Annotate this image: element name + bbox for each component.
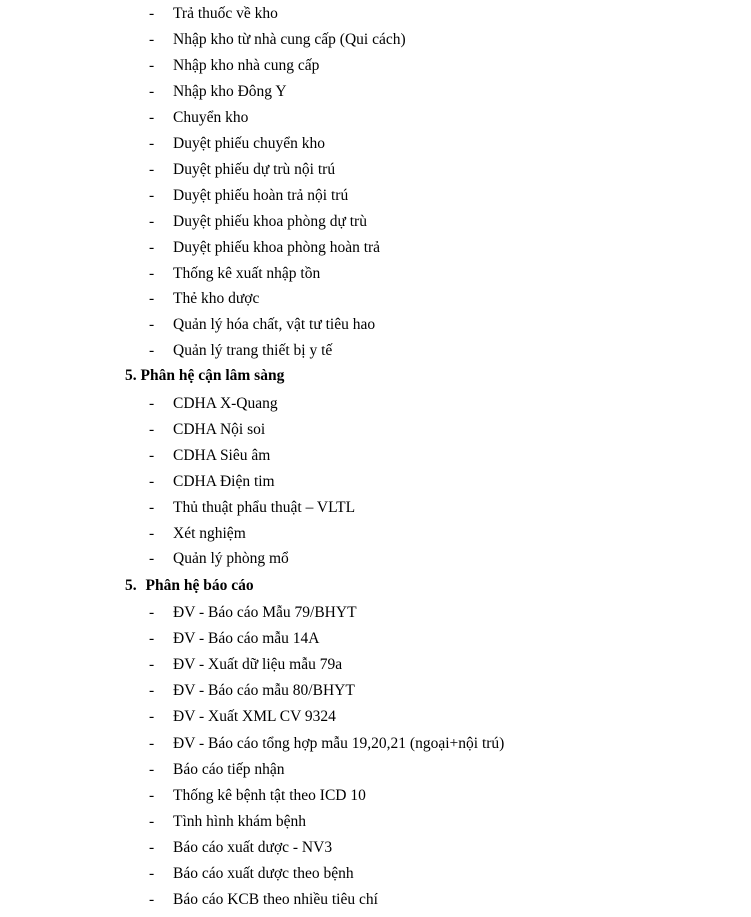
bullet-dash: - (149, 420, 155, 438)
bullet-dash: - (149, 760, 155, 778)
list-item-label: ĐV - Báo cáo Mẫu 79/BHYT (173, 604, 357, 621)
bullet-dash: - (149, 786, 155, 804)
list-item (0, 29, 751, 51)
list-item (0, 680, 751, 702)
list-item (0, 548, 751, 570)
bullet-dash: - (149, 891, 155, 909)
list-item-label: Duyệt phiếu khoa phòng hoàn trả (173, 238, 381, 256)
list-item (0, 107, 751, 129)
section-heading-reports (125, 575, 254, 597)
list-item (0, 288, 751, 310)
list-item-label: Quản lý hóa chất, vật tư tiêu hao (173, 316, 376, 334)
bullet-dash: - (149, 838, 155, 856)
list-item (0, 81, 751, 103)
bullet-dash: - (149, 524, 155, 542)
list-item-label: Trả thuốc về kho (173, 5, 278, 22)
list-item (0, 3, 751, 25)
list-item (0, 185, 751, 207)
list-item-label: Thẻ kho dược (173, 290, 260, 308)
bullet-dash: - (149, 108, 155, 126)
bullet-dash: - (149, 56, 155, 74)
bullet-dash: - (149, 212, 155, 230)
bullet-dash: - (149, 550, 155, 568)
bullet-dash: - (149, 395, 155, 412)
list-item (0, 237, 751, 259)
bullet-dash: - (149, 734, 155, 752)
list-item (0, 654, 751, 676)
list-item-label: Nhập kho nhà cung cấp (173, 56, 320, 74)
section-title: Phân hệ báo cáo (145, 577, 254, 594)
list-item-label: Báo cáo xuất dược theo bệnh (173, 865, 354, 882)
list-item-label: Nhập kho từ nhà cung cấp (Qui cách) (173, 30, 406, 48)
bullet-dash: - (149, 708, 155, 726)
bullet-dash: - (149, 290, 155, 308)
list-item-label: CDHA Nội soi (173, 420, 266, 438)
section-title: Phân hệ cận lâm sàng (140, 367, 285, 384)
list-item-label: Thống kê xuất nhập tồn (173, 264, 321, 282)
list-item-label: Duyệt phiếu hoàn trả nội trú (173, 186, 349, 204)
list-item-label: Thống kê bệnh tật theo ICD 10 (173, 786, 366, 804)
list-item (0, 211, 751, 233)
list-item (0, 133, 751, 155)
list-item-label: ĐV - Xuất dữ liệu mẫu 79a (173, 656, 343, 674)
list-item (0, 445, 751, 467)
bullet-dash: - (149, 186, 155, 204)
bullet-dash: - (149, 446, 155, 464)
list-item (0, 340, 751, 362)
bullet-dash: - (149, 264, 155, 282)
bullet-dash: - (149, 342, 155, 360)
list-item (0, 811, 751, 833)
list-item-label: CDHA Siêu âm (173, 446, 271, 464)
list-item (0, 602, 751, 624)
section-number: 5. (125, 367, 137, 384)
bullet-dash: - (149, 5, 155, 22)
list-item (0, 55, 751, 77)
bullet-dash: - (149, 472, 155, 490)
list-item (0, 889, 751, 911)
bullet-dash: - (149, 682, 155, 700)
list-item-label: Duyệt phiếu khoa phòng dự trù (173, 212, 367, 230)
list-item-label: Báo cáo xuất dược - NV3 (173, 838, 333, 856)
bullet-dash: - (149, 160, 155, 178)
bullet-dash: - (149, 238, 155, 256)
list-item (0, 628, 751, 650)
bullet-dash: - (149, 134, 155, 152)
bullet-dash: - (149, 865, 155, 882)
section-number: 5. (125, 577, 137, 594)
list-item (0, 837, 751, 859)
list-item-label: ĐV - Xuất XML CV 9324 (173, 708, 336, 726)
list-item (0, 497, 751, 519)
list-item-label: ĐV - Báo cáo tổng hợp mẫu 19,20,21 (ngoại+nội trú) (173, 734, 505, 752)
bullet-dash: - (149, 82, 155, 100)
list-item-label: Duyệt phiếu chuyển kho (173, 134, 325, 152)
list-item (0, 733, 751, 755)
list-item (0, 393, 751, 415)
list-item (0, 863, 751, 885)
bullet-dash: - (149, 498, 155, 516)
list-item-label: Duyệt phiếu dự trù nội trú (173, 160, 336, 178)
list-item (0, 523, 751, 545)
section-heading-paraclinical (125, 365, 284, 387)
list-item (0, 263, 751, 285)
bullet-dash: - (149, 630, 155, 648)
list-item (0, 314, 751, 336)
list-item (0, 706, 751, 728)
list-item-label: Thủ thuật phẩu thuật – VLTL (173, 498, 356, 516)
bullet-dash: - (149, 30, 155, 48)
list-item (0, 419, 751, 441)
list-item-label: Nhập kho Đông Y (173, 82, 287, 100)
list-item (0, 759, 751, 781)
list-item-label: Báo cáo tiếp nhận (173, 760, 285, 778)
bullet-dash: - (149, 812, 155, 830)
list-item-label: Tình hình khám bệnh (173, 812, 307, 830)
list-item-label: ĐV - Báo cáo mẫu 80/BHYT (173, 682, 355, 700)
list-item (0, 159, 751, 181)
bullet-dash: - (149, 604, 155, 621)
list-item-label: ĐV - Báo cáo mẫu 14A (173, 630, 320, 648)
bullet-dash: - (149, 316, 155, 334)
list-item (0, 471, 751, 493)
list-item-label: CDHA Điện tim (173, 472, 275, 490)
list-item (0, 785, 751, 807)
list-item-label: Quản lý phòng mổ (173, 550, 289, 568)
list-item-label: Xét nghiệm (173, 524, 246, 542)
list-item-label: Chuyển kho (173, 108, 249, 126)
list-item-label: Quản lý trang thiết bị y tế (173, 342, 333, 360)
list-item-label: CDHA X-Quang (173, 395, 278, 412)
bullet-dash: - (149, 656, 155, 674)
list-item-label: Báo cáo KCB theo nhiều tiêu chí (173, 891, 378, 909)
